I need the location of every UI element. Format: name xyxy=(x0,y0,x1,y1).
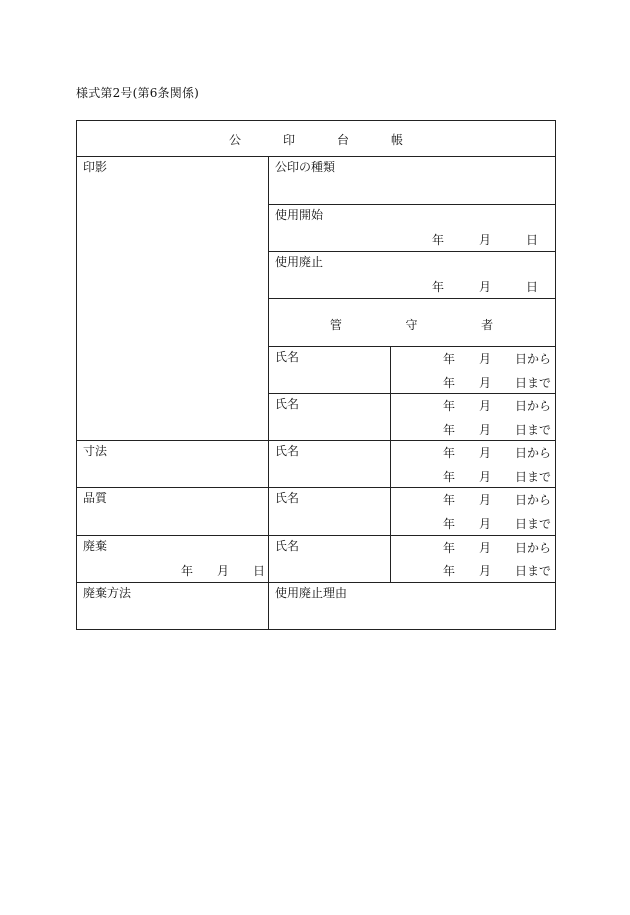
quality-label: 品質 xyxy=(83,491,108,505)
form-number: 様式第2号(第6条関係) xyxy=(76,86,200,100)
divider xyxy=(268,298,555,299)
divider xyxy=(77,535,555,536)
dimensions-label: 寸法 xyxy=(83,444,108,458)
end-reason-label: 使用廃止理由 xyxy=(275,586,348,600)
custodian-period-until: 年 月 日まで xyxy=(443,564,552,578)
impression-label: 印影 xyxy=(83,160,108,174)
divider xyxy=(77,487,555,488)
title-char: 台 xyxy=(337,133,350,147)
ledger-title xyxy=(77,131,555,148)
custodian-period-from: 年 月 日から xyxy=(443,446,552,460)
use-end-label: 使用廃止 xyxy=(275,255,324,269)
custodian-name-label: 氏名 xyxy=(275,397,300,411)
divider xyxy=(268,393,555,394)
disposal-date: 年 月 日 xyxy=(181,564,266,578)
title-char: 公 xyxy=(228,133,241,147)
disposal-method-label: 廃棄方法 xyxy=(83,586,132,600)
custodian-name-label: 氏名 xyxy=(275,350,300,364)
use-end-date: 年 月 日 xyxy=(432,280,539,294)
seal-type-label: 公印の種類 xyxy=(275,160,336,174)
divider xyxy=(77,582,555,583)
divider xyxy=(268,156,269,629)
disposal-label: 廃棄 xyxy=(83,539,108,553)
custodian-period-until: 年 月 日まで xyxy=(443,470,552,484)
custodian-name-label: 氏名 xyxy=(275,444,300,458)
custodian-period-from: 年 月 日から xyxy=(443,541,552,555)
divider xyxy=(268,204,555,205)
divider xyxy=(268,251,555,252)
divider xyxy=(77,156,555,157)
custodian-period-from: 年 月 日から xyxy=(443,493,552,507)
custodian-period-from: 年 月 日から xyxy=(443,399,552,413)
custodian-period-until: 年 月 日まで xyxy=(443,423,552,437)
seal-ledger-table xyxy=(76,120,556,630)
custodian-period-from: 年 月 日から xyxy=(443,352,552,366)
custodian-header: 管 守 者 xyxy=(329,318,494,332)
custodian-period-until: 年 月 日まで xyxy=(443,517,552,531)
divider xyxy=(268,346,555,347)
custodian-period-until: 年 月 日まで xyxy=(443,376,552,390)
custodian-name-label: 氏名 xyxy=(275,491,300,505)
divider xyxy=(390,346,391,582)
use-start-label: 使用開始 xyxy=(275,208,324,222)
custodian-name-label: 氏名 xyxy=(275,539,300,553)
divider xyxy=(77,440,555,441)
title-char: 帳 xyxy=(391,133,404,147)
use-start-date: 年 月 日 xyxy=(432,233,539,247)
title-char: 印 xyxy=(282,133,295,147)
